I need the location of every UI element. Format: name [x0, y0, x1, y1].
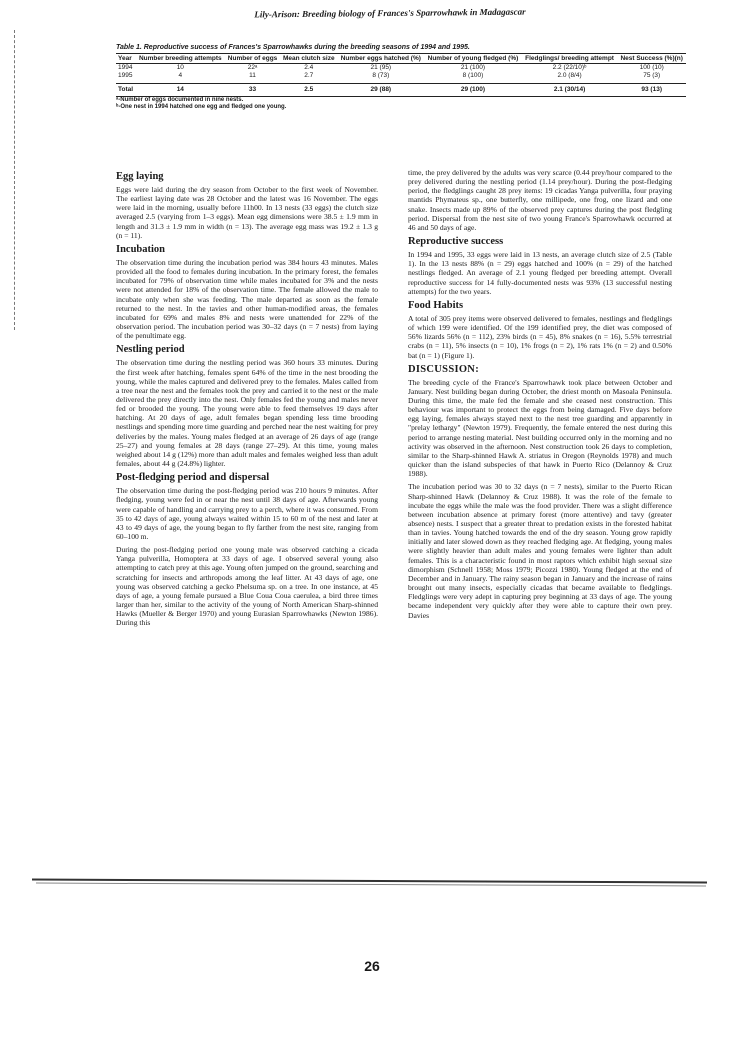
table-cell: 1994 1995	[118, 64, 133, 79]
table-footnote-b: ᵇ-One nest in 1994 hatched one egg and fledged one young.	[116, 104, 287, 110]
food-text: A total of 305 prey items were observed delivered to females, nestlings and fledglings of which 199 were identified. Of the 199 identified prey, the diet was composed of 56% lizards 56% (n = 112), 23% birds (n = 45), 8% snakes (n = 16), 5.5% terrestrial crabs (n = 11), 5% insects (n = 10), 1% frogs (n = 2), 1% rats 1% (n = 2) and 0.50% bat (n = 1) (Figure 1).	[408, 313, 672, 360]
post-fledging-text-2: During the post-fledging period one young male was observed catching a cicada Yanga pulverilla, Homoptera at 33 days of age. I observed several young also attempting to catch prey at this age. Young often jumped on the ground, searching and scratching for insects and arthropods among the leaf litter. At 43 days of age, one young was observed catching a gecko Phelsuma sp. on a tree. In one instance, at 45 days of age, a young female pursued a Blue Coua Coua caerulea, a bird three times larger than her, similar to the activity of the young of North American Sharp-shinned Hawks (Mueller & Berger 1970) and young Eurasian Sparrowhawks (Newton 1986). During this	[116, 545, 378, 628]
incubation-heading: Incubation	[116, 243, 166, 255]
running-header: Lily-Arison: Breeding biology of Frances's Sparrowhawk in Madagascar	[254, 6, 526, 20]
table-header-cell: Year	[116, 54, 136, 64]
table-cell: 29 (100)	[424, 84, 522, 97]
table-cell: 100 (10) 75 (3)	[639, 64, 664, 79]
table-header-cell: Mean clutch size	[280, 54, 337, 64]
table-cell: Total	[116, 84, 136, 97]
post-fledging-text-1: The observation time during the post-fledging period was 210 hours 9 minutes. After fledging, young were fed in or near the nest until 38 days of age. Afterwards young were capable of handling and carrying prey to a perch, where it was consumed. From 35 to 42 days of age, young always waited within 15 to 60 m of the nest and later at 43 to 49 days of age, the young began to fly farther from the nest site, ranging from 60–100 m.	[116, 486, 378, 541]
table-cell: 10 4	[176, 64, 184, 79]
table-footnote-a: ᵃ-Number of eggs documented in nine nests.	[116, 97, 244, 103]
table-header-cell: Nest Success (%)(n)	[617, 54, 686, 64]
table-cell: 21 (100) 8 (100)	[460, 64, 486, 79]
table-header-cell: Number eggs hatched (%)	[337, 54, 424, 64]
discussion-text-2: The incubation period was 30 to 32 days (n = 7 nests), similar to the Puerto Rican Sharp-shinned Hawk (Delannoy & Cruz 1988). It was the role of the female to incubate the eggs while the male was the food provider. There was a slight difference between incubation absence at primary forest (more attentive) and tavy (greater absence) nests. I suspect that a greater threat to predation exists in the forested habitat than in tavies. Young hatched towards the end of the dry season. Young grow rapidly initially and later slowed down as they reached fledging age. At fledging, young males were slightly heavier than adult males and young females were lighter than adult females. This is a characteristic found in most raptors which exhibit high sexual size dimorphism (Schnell 1958; Moss 1979; Picozzi 1980). Young fledged at the end of December and in January. The rainy season began in January and the increase of rains brought out many insects, especially cicadas that became available to fledglings. Fledglings were very adept in capturing prey beginning at 33 days of age. The young became independent very quickly after they were able to capture their own prey. Davies	[408, 482, 672, 620]
binder-holes	[14, 30, 17, 330]
reproductive-success-table	[116, 44, 686, 111]
table-cell: 2.2 (22/10)ᵇ 2.0 (8/4)	[552, 64, 587, 79]
incubation-text: The observation time during the incubation period was 384 hours 43 minutes. Males provided all the food to females during incubation. In the primary forest, the females incubated for 79% of observation time while males incubated for 3% and the nests were not attended for 18% of the observation time. The female allowed the male to incubate only when she was feeding. The male departed as soon as the female returned to the nest. In the tavies and other human-modified areas, the females incubated for 69% and males 8% and nests were unattended for 22% of the observation period. The incubation period was 30–32 days (n = 7 nests) from laying of the penultimate egg.	[116, 257, 378, 341]
nestling-heading: Nestling period	[116, 344, 185, 356]
continuation-text: time, the prey delivered by the adults was very scarce (0.44 prey/hour compared to the prey delivered during the nestling period (1.14 prey/hour). During the post-fledging period, the fledglings caught 28 prey items: 19 cicadas Yanga pulverilla, four praying mantids Phymateus sp., one butterfly, one millipede, one frog, one lizard and one snake. Insects made up 89% of the observed prey captures during the post fledgling period. Dispersal from the nest site of two young France's Sparrowhawk occurred at 46 and 50 days of age.	[408, 168, 672, 232]
egg-laying-heading: Egg laying	[116, 171, 164, 182]
table-cell: 93 (13)	[617, 84, 686, 97]
table-cell: 14	[136, 84, 225, 97]
bottom-rule-shadow	[36, 883, 706, 887]
nestling-text: The observation time during the nestling period was 360 hours 33 minutes. During the first week after hatching, females spent 64% of the time in the nest brooding the young, while the males captured and delivered prey to the females. Males called from a tree near the nest and the females took the prey and carried it to the nest or the male delivered the prey directly into the nest. Only females fed the young and males never fed or brooded the young. The young were able to feed themselves 19 days after hatching. At 20 days of age, adult females began spending less time brooding nestlings and spending more time guarding and perched near the nest waiting for prey deliveries by the males. Young males fledged at an average of 26 days of age (range 25–27) and young females at 28 days (range 27–29). At this time, young males weighed about 14 g (12%) more than adult males and females weighed less than adult females, about 44 g (24.8%) lighter.	[116, 358, 378, 469]
food-heading: Food Habits	[408, 299, 464, 311]
egg-laying-text: Eggs were laid during the dry season from October to the first week of November. The earliest laying date was 28 October and the latest was 16 November. The eggs were laid in the morning, usually before 11h00. In 13 nests (33 eggs) the clutch size averaged 2.5 (varying from 1–3 eggs). Mean egg dimensions were 38.5 ± 1.9 mm in length and 31.3 ± 1.9 mm in width (n = 13). The average egg mass was 19.2 ± 1.3 g (n = 11).	[116, 185, 378, 240]
right-column	[408, 168, 672, 624]
discussion-heading: DISCUSSION:	[408, 363, 479, 375]
table-caption: Table 1. Reproductive success of Frances's Sparrowhawks during the breeding seasons of 1994 and 1995.	[116, 44, 470, 51]
reproductive-text: In 1994 and 1995, 33 eggs were laid in 13 nests, an average clutch size of 2.5 (Table 1). In the 13 nests 88% (n = 29) eggs hatched and 100% (n = 29) of the hatched nestlings fledged. An average of 2.1 young fledged per breeding attempt. Overall reproductive success for 14 fully-documented nests was 93% (13 successful nesting attempts) for the two years.	[408, 250, 672, 296]
table-body	[116, 64, 686, 97]
table-cell: 22ᵃ 11	[247, 64, 258, 79]
table-cell: 33	[225, 84, 280, 97]
table-header-cell: Fledglings/ breeding attempt	[522, 54, 618, 64]
table-cell: 29 (88)	[337, 84, 424, 97]
table-row	[116, 64, 686, 84]
discussion-text-1: The breeding cycle of the France's Sparrowhawk took place between October and January. Nest building began during October, the driest month on Masoala Peninsula. During this time, the male fed the female and she ceased nest construction. This behaviour was important to protect the eggs from being damaged. Five days before egg laying, females always stayed next to the nest tree guarding and apparently in "prelay lethargy" (Newton 1979). Frequently, the female entered the nest during this period to arrange nesting material. Nest building occurred only in the morning and no activity was observed in the afternoon. Nest construction took 26 days to completion, similar to the Sharp-shinned Hawk A. striatus in Oregon (Reynolds 1978) and much quicker than the island subspecies of that hawk in Puerto Rico (Delannoy & Cruz 1988).	[408, 377, 672, 479]
table-cell: 2.1 (30/14)	[522, 84, 618, 97]
page-number: 26	[364, 958, 380, 974]
post-fledging-heading: Post-fledging period and dispersal	[116, 472, 270, 484]
table-header-cell: Number of young fledged (%)	[424, 54, 522, 64]
data-table	[116, 53, 686, 97]
table-cell: 2.4 2.7	[304, 64, 314, 79]
table-header-cell: Number of eggs	[225, 54, 280, 64]
table-cell: 2.5	[280, 84, 337, 97]
reproductive-heading: Reproductive success	[408, 236, 504, 248]
left-column	[116, 168, 378, 632]
table-total-row	[116, 84, 686, 97]
table-header-row	[116, 54, 686, 64]
table-header-cell: Number breeding attempts	[136, 54, 225, 64]
table-cell: 21 (95) 8 (73)	[370, 64, 392, 79]
